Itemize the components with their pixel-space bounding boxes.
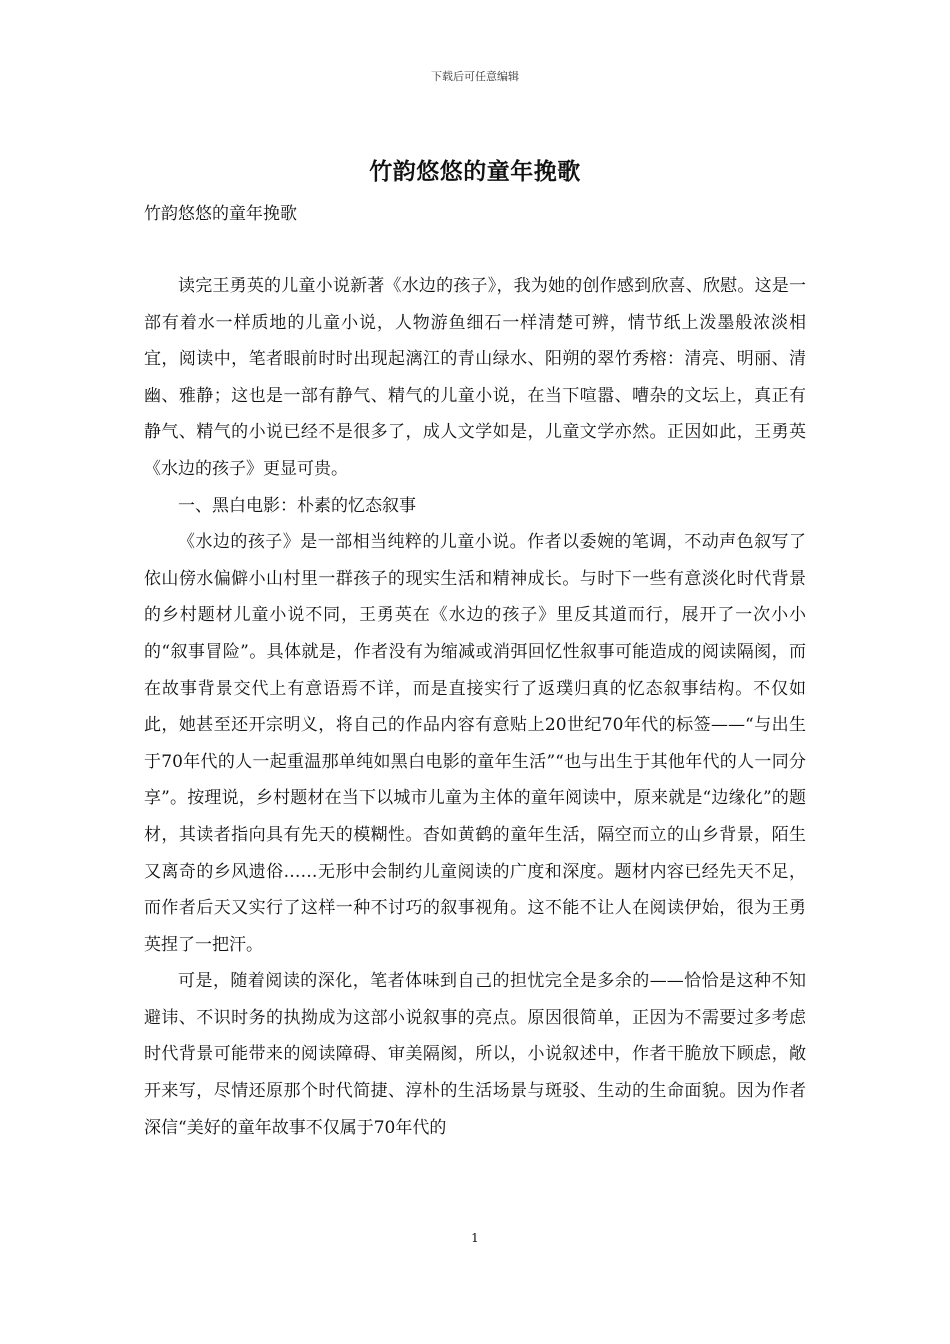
page-header: 下载后可任意编辑 xyxy=(431,70,519,83)
paragraph-section-2: 可是，随着阅读的深化，笔者体味到自己的担忧完全是多余的——恰恰是这种不知避讳、不识时务的执拗成为这部小说叙事的亮点。原因很简单，正因为不需要过多考虑时代背景可能带来的阅读障碍、审美隔阂，所以，小说叙述中，作者干脆放下顾虑，敞开来写，尽情还原那个时代简捷、淳朴的生活场景与斑驳、生动的生命面貌。因为作者深信“美好的童年故事不仅属于70年代的 xyxy=(144,971,806,1138)
paragraph-intro: 读完王勇英的儿童小说新著《水边的孩子》，我为她的创作感到欣喜、欣慰。这是一部有着水一样质地的儿童小说，人物游鱼细石一样清楚可辨，情节纸上泼墨般浓淡相宜，阅读中，笔者眼前时时出现起漓江的青山绿水、阳朔的翠竹秀榕：清亮、明丽、清幽、雅静；这也是一部有静气、精气的儿童小说，在当下喧嚣、嘈杂的文坛上，真正有静气、精气的小说已经不是很多了，成人文学如是，儿童文学亦然。正因如此，王勇英《水边的孩子》更显可贵。 xyxy=(144,276,806,479)
page-number: 1 xyxy=(471,1231,479,1245)
section-heading: 一、黑白电影：朴素的忆态叙事 xyxy=(178,495,416,516)
document-subtitle: 竹韵悠悠的童年挽歌 xyxy=(144,204,297,224)
document-body xyxy=(144,268,806,1146)
paragraph-section-1: 《水边的孩子》是一部相当纯粹的儿童小说。作者以委婉的笔调，不动声色叙写了依山傍水偏僻小山村里一群孩子的现实生活和精神成长。与时下一些有意淡化时代背景的乡村题材儿童小说不同，王勇英在《水边的孩子》里反其道而行，展开了一次小小的“叙事冒险”。具体就是，作者没有为缩减或消弭回忆性叙事可能造成的阅读隔阂，而在故事背景交代上有意语焉不详，而是直接实行了返璞归真的忆态叙事结构。不仅如此，她甚至还开宗明义，将自己的作品内容有意贴上20世纪70年代的标签——“与出生于70年代的人一起重温那单纯如黑白电影的童年生活”“也与出生于其他年代的人一同分享”。按理说，乡村题材在当下以城市儿童为主体的童年阅读中，原来就是“边缘化”的题材，其读者指向具有先天的模糊性。杳如黄鹤的童年生活，隔空而立的山乡背景，陌生又离奇的乡风遗俗……无形中会制约儿童阅读的广度和深度。题材内容已经先天不足，而作者后天又实行了这样一种不讨巧的叙事视角。这不能不让人在阅读伊始，很为王勇英捏了一把汗。 xyxy=(144,532,806,955)
document-title: 竹韵悠悠的童年挽歌 xyxy=(369,158,581,185)
